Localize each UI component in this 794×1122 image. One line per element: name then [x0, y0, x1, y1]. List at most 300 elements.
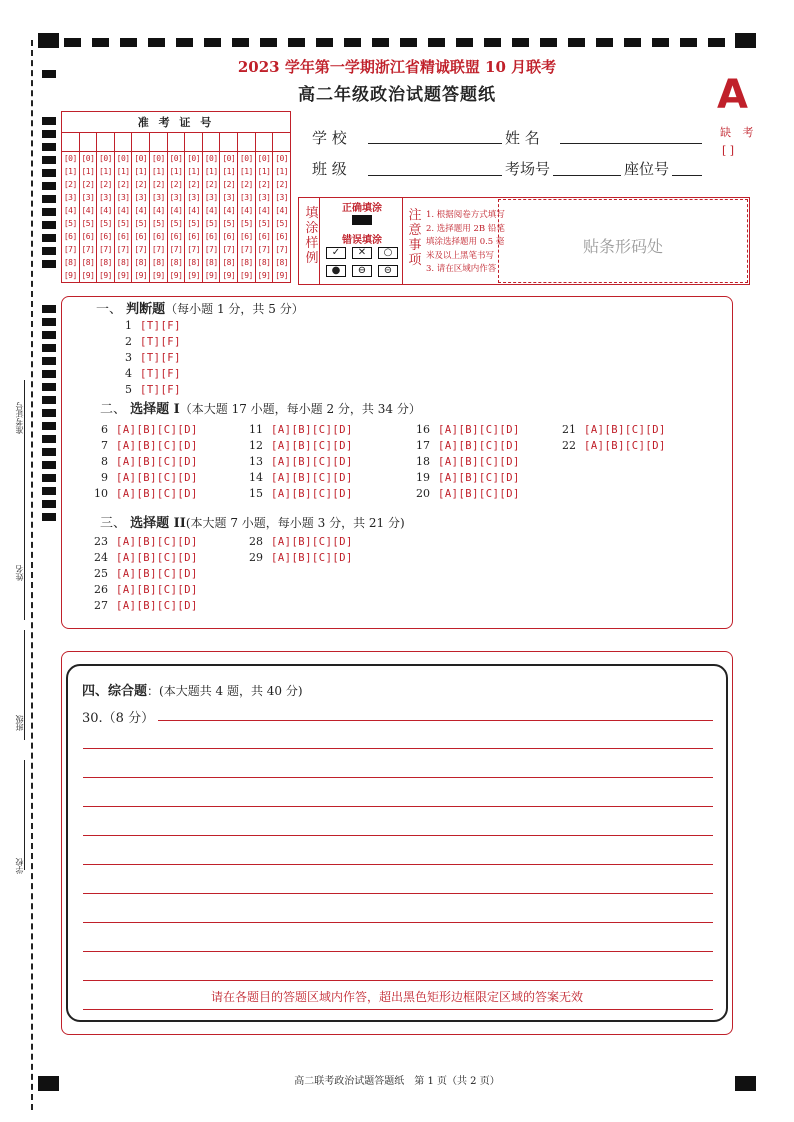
digit-bubble[interactable]: [5] [99, 219, 112, 228]
abcd-bubbles[interactable]: [A][B][C][D] [116, 536, 198, 548]
digit-bubble[interactable]: [2] [239, 180, 253, 189]
digit-bubble[interactable]: [7] [99, 245, 112, 254]
tf-bubbles[interactable]: [T][F] [140, 320, 181, 332]
judge-question-row [104, 350, 181, 366]
digit-bubble[interactable]: [5] [222, 219, 236, 228]
digit-bubble[interactable]: [9] [81, 271, 95, 280]
judge-question-list [104, 318, 181, 398]
school-label: 学 校 [312, 129, 347, 147]
digit-bubble[interactable]: [6] [257, 232, 271, 241]
abcd-bubbles[interactable]: [A][B][C][D] [116, 552, 198, 564]
digit-bubble[interactable]: [1] [239, 167, 253, 176]
name-field[interactable] [560, 143, 702, 144]
choice-question-row [86, 470, 198, 486]
digit-bubble[interactable]: [3] [81, 193, 95, 202]
digit-bubble[interactable]: [4] [239, 206, 253, 215]
judge-num: 一、 [96, 302, 123, 317]
side-line-class [24, 760, 25, 870]
judge-question-row [104, 382, 181, 398]
choice2-column [86, 534, 198, 614]
digit-bubble[interactable]: [0] [169, 154, 183, 163]
digit-bubble[interactable]: [1] [134, 167, 148, 176]
question-number: 21 [562, 423, 576, 436]
digit-bubble[interactable]: [8] [239, 258, 253, 267]
choice-question-row [86, 422, 198, 438]
abcd-bubbles[interactable]: [A][B][C][D] [271, 488, 353, 500]
abcd-bubbles[interactable]: [A][B][C][D] [116, 600, 198, 612]
question-number: 26 [94, 583, 108, 596]
question-number: 29 [249, 551, 263, 564]
digit-bubble[interactable]: [1] [151, 167, 165, 176]
barcode-area [498, 199, 748, 283]
room-label: 考场号 [505, 160, 551, 178]
admission-digit-column[interactable] [220, 152, 238, 282]
digit-bubble[interactable]: [1] [257, 167, 271, 176]
digit-bubble[interactable]: [9] [239, 271, 253, 280]
digit-bubble[interactable]: [8] [99, 258, 112, 267]
question-number: 12 [249, 439, 263, 452]
notice-item: 3. 请在区域内作答 [426, 264, 497, 274]
abcd-bubbles[interactable]: [A][B][C][D] [116, 568, 198, 580]
wrong-fill-label: 错误填涂 [342, 235, 382, 246]
digit-bubble[interactable]: [7] [134, 245, 148, 254]
paper-type-badge: A [717, 72, 748, 118]
school-field[interactable] [368, 143, 502, 144]
digit-bubble[interactable]: [3] [116, 193, 130, 202]
choice2-title [100, 512, 405, 531]
digit-bubble[interactable]: [7] [257, 245, 271, 254]
digit-bubble[interactable]: [1] [169, 167, 183, 176]
digit-bubble[interactable]: [0] [275, 154, 289, 163]
digit-bubble[interactable]: [2] [116, 180, 130, 189]
digit-bubble[interactable]: [8] [151, 258, 165, 267]
digit-bubble[interactable]: [0] [239, 154, 253, 163]
class-label: 班 级 [312, 160, 347, 178]
abcd-bubbles[interactable]: [A][B][C][D] [116, 488, 198, 500]
question-number: 23 [94, 535, 108, 548]
answer-line[interactable] [83, 922, 713, 923]
question-number: 22 [562, 439, 576, 452]
choice-question-row [86, 550, 198, 566]
abcd-bubbles[interactable]: [A][B][C][D] [271, 552, 353, 564]
abcd-bubbles[interactable]: [A][B][C][D] [271, 424, 353, 436]
digit-bubble[interactable]: [7] [81, 245, 95, 254]
choice-question-row [554, 422, 666, 438]
room-field[interactable] [553, 175, 621, 176]
choice-question-row [241, 534, 353, 550]
essay-name: 综合题 [108, 684, 148, 699]
digit-bubble[interactable]: [8] [222, 258, 236, 267]
wrong-mark-partial-icon: ⊝ [378, 265, 398, 277]
choice1-column [86, 422, 198, 502]
question-number: 5 [125, 383, 132, 396]
digit-bubble[interactable]: [0] [81, 154, 95, 163]
abcd-bubbles[interactable]: [A][B][C][D] [584, 440, 666, 452]
choice1-title [100, 398, 421, 417]
choice1-column [554, 422, 666, 454]
seat-label: 座位号 [624, 160, 670, 178]
digit-bubble[interactable]: [7] [63, 245, 77, 254]
digit-bubble[interactable]: [7] [151, 245, 165, 254]
choice-question-row [408, 438, 520, 454]
question-number: 3 [125, 351, 132, 364]
answer-line[interactable] [83, 748, 713, 749]
answer-line[interactable] [158, 720, 713, 721]
answer-line[interactable] [83, 864, 713, 865]
digit-bubble[interactable]: [3] [239, 193, 253, 202]
digit-bubble[interactable]: [4] [63, 206, 77, 215]
top-timing-marks [64, 38, 753, 47]
digit-bubble[interactable]: [5] [134, 219, 148, 228]
admission-number-grid [61, 111, 291, 283]
digit-bubble[interactable]: [8] [187, 258, 201, 267]
choice1-name: 选择题 I [130, 402, 180, 417]
digit-bubble[interactable]: [2] [63, 180, 77, 189]
admission-digit-column[interactable] [256, 152, 274, 282]
question-number: 19 [416, 471, 430, 484]
digit-bubble[interactable]: [0] [134, 154, 148, 163]
digit-bubble[interactable]: [6] [134, 232, 148, 241]
digit-bubble[interactable]: [9] [99, 271, 112, 280]
digit-bubble[interactable]: [9] [134, 271, 148, 280]
essay-answer-box[interactable] [66, 664, 728, 1022]
digit-bubble[interactable]: [9] [275, 271, 289, 280]
choice-question-row [86, 598, 198, 614]
admission-digit-column[interactable] [115, 152, 133, 282]
digit-bubble[interactable]: [8] [81, 258, 95, 267]
digit-bubble[interactable]: [8] [257, 258, 271, 267]
admission-digit-column[interactable] [238, 152, 256, 282]
abcd-bubbles[interactable]: [A][B][C][D] [271, 472, 353, 484]
digit-bubble[interactable]: [5] [63, 219, 77, 228]
judge-question-row [104, 366, 181, 382]
choice2-num: 三、 [100, 516, 127, 531]
admission-digit-column[interactable] [97, 152, 115, 282]
digit-bubble[interactable]: [9] [222, 271, 236, 280]
digit-bubble[interactable]: [0] [222, 154, 236, 163]
abcd-bubbles[interactable]: [A][B][C][D] [438, 440, 520, 452]
answer-line[interactable] [83, 777, 713, 778]
correct-fill-mark [352, 215, 372, 225]
question-number: 13 [249, 455, 263, 468]
question-number: 27 [94, 599, 108, 612]
admission-digit-column[interactable] [150, 152, 168, 282]
digit-bubble[interactable]: [6] [81, 232, 95, 241]
digit-bubble[interactable]: [2] [81, 180, 95, 189]
choice-question-row [408, 470, 520, 486]
digit-bubble[interactable]: [1] [222, 167, 236, 176]
choice-question-row [408, 422, 520, 438]
digit-bubble[interactable]: [3] [63, 193, 77, 202]
notice-list [426, 209, 505, 277]
digit-bubble[interactable]: [1] [275, 167, 289, 176]
fill-sample-panel [319, 198, 403, 284]
digit-bubble[interactable]: [0] [257, 154, 271, 163]
abcd-bubbles[interactable]: [A][B][C][D] [116, 584, 198, 596]
abcd-bubbles[interactable]: [A][B][C][D] [438, 488, 520, 500]
admission-digit-column[interactable] [168, 152, 186, 282]
barcode-label: 贴条形码处 [582, 237, 663, 256]
question-number: 2 [125, 335, 132, 348]
digit-bubble[interactable]: [1] [187, 167, 201, 176]
wrong-mark-dot-icon: ● [326, 265, 346, 277]
digit-bubble[interactable]: [5] [275, 219, 289, 228]
digit-bubble[interactable]: [2] [257, 180, 271, 189]
admission-write-boxes[interactable] [62, 133, 290, 152]
absent-label: 缺 考 [720, 126, 758, 139]
class-field[interactable] [368, 175, 502, 176]
digit-bubble[interactable]: [9] [169, 271, 183, 280]
digit-bubble[interactable]: [6] [239, 232, 253, 241]
digit-bubble[interactable]: [4] [204, 206, 218, 215]
digit-bubble[interactable]: [2] [134, 180, 148, 189]
notice-item: 米及以上黑笔书写 [426, 250, 495, 261]
question-number: 15 [249, 487, 263, 500]
digit-bubble[interactable]: [5] [116, 219, 130, 228]
digit-bubble[interactable]: [8] [63, 258, 77, 267]
digit-bubble[interactable]: [4] [222, 206, 236, 215]
digit-bubble[interactable]: [2] [169, 180, 183, 189]
question-number: 1 [125, 319, 132, 332]
digit-bubble[interactable]: [7] [239, 245, 253, 254]
digit-bubble[interactable]: [0] [63, 154, 77, 163]
choice-question-row [86, 438, 198, 454]
digit-bubble[interactable]: [0] [204, 154, 218, 163]
choice-question-row [86, 582, 198, 598]
admission-digit-column[interactable] [62, 152, 80, 282]
abcd-bubbles[interactable]: [A][B][C][D] [438, 424, 520, 436]
question-number: 14 [249, 471, 263, 484]
wrong-mark-cross-icon: ✕ [352, 247, 372, 259]
digit-bubble[interactable]: [9] [151, 271, 165, 280]
admission-label: 准 考 证 号 [62, 112, 290, 133]
digit-bubble[interactable]: [4] [275, 206, 289, 215]
choice2-column [241, 534, 353, 566]
abcd-bubbles[interactable]: [A][B][C][D] [584, 424, 666, 436]
choice-question-row [86, 454, 198, 470]
answer-line[interactable] [83, 835, 713, 836]
digit-bubble[interactable]: [0] [116, 154, 130, 163]
admission-digit-column[interactable] [203, 152, 221, 282]
digit-bubble[interactable]: [1] [204, 167, 218, 176]
wrong-mark-check-icon: ✓ [326, 247, 346, 259]
digit-bubble[interactable]: [0] [151, 154, 165, 163]
abcd-bubbles[interactable]: [A][B][C][D] [271, 536, 353, 548]
digit-bubble[interactable]: [5] [239, 219, 253, 228]
abcd-bubbles[interactable]: [A][B][C][D] [116, 456, 198, 468]
digit-bubble[interactable]: [8] [169, 258, 183, 267]
wrong-fill-marks [326, 247, 402, 277]
digit-bubble[interactable]: [3] [204, 193, 218, 202]
digit-bubble[interactable]: [5] [151, 219, 165, 228]
digit-bubble[interactable]: [1] [116, 167, 130, 176]
choice-question-row [554, 438, 666, 454]
digit-bubble[interactable]: [6] [99, 232, 112, 241]
essay-title [82, 680, 303, 699]
digit-bubble[interactable]: [9] [204, 271, 218, 280]
choice1-note: （本大题 17 小题，每小题 2 分，共 34 分） [179, 402, 421, 416]
admission-digit-column[interactable] [185, 152, 203, 282]
digit-bubble[interactable]: [6] [63, 232, 77, 241]
wrong-mark-circle-icon: ○ [378, 247, 398, 259]
digit-bubble[interactable]: [3] [275, 193, 289, 202]
digit-bubble[interactable]: [9] [257, 271, 271, 280]
digit-bubble[interactable]: [4] [257, 206, 271, 215]
absent-checkbox[interactable]: [ ] [722, 144, 735, 157]
digit-bubble[interactable]: [2] [275, 180, 289, 189]
digit-bubble[interactable]: [0] [99, 154, 112, 163]
abcd-bubbles[interactable]: [A][B][C][D] [116, 472, 198, 484]
choice-question-row [408, 486, 520, 502]
answer-line[interactable] [83, 1009, 713, 1010]
boundary-warning: 请在各题目的答题区域内作答，超出黑色矩形边框限定区域的答案无效 [210, 990, 583, 1004]
abcd-bubbles[interactable]: [A][B][C][D] [271, 456, 353, 468]
choice-question-row [241, 470, 353, 486]
digit-bubble[interactable]: [4] [116, 206, 130, 215]
digit-bubble[interactable]: [5] [169, 219, 183, 228]
correct-fill-label: 正确填涂 [342, 203, 382, 214]
name-label: 姓 名 [505, 129, 540, 147]
question-number: 8 [101, 455, 108, 468]
digit-bubble[interactable]: [4] [99, 206, 112, 215]
question-number: 20 [416, 487, 430, 500]
digit-bubble[interactable]: [7] [275, 245, 289, 254]
choice-question-row [241, 454, 353, 470]
answer-line[interactable] [83, 806, 713, 807]
choice2-name: 选择题 II [130, 516, 186, 531]
wrong-mark-oval-icon: ⊖ [352, 265, 372, 277]
question-number: 7 [101, 439, 108, 452]
essay-note: ：(本大题共 4 题，共 40 分) [147, 684, 303, 698]
digit-bubble[interactable]: [1] [81, 167, 95, 176]
judge-title [96, 298, 304, 317]
digit-bubble[interactable]: [7] [169, 245, 183, 254]
digit-bubble[interactable]: [7] [187, 245, 201, 254]
choice-question-row [86, 534, 198, 550]
digit-bubble[interactable]: [7] [204, 245, 218, 254]
answer-line[interactable] [83, 980, 713, 981]
judge-question-row [104, 318, 181, 334]
digit-bubble[interactable]: [1] [99, 167, 112, 176]
abcd-bubbles[interactable]: [A][B][C][D] [271, 440, 353, 452]
digit-bubble[interactable]: [4] [187, 206, 201, 215]
exam-title: 2023 学年第一学期浙江省精诚联盟 10 月联考 [237, 58, 557, 76]
choice1-num: 二、 [100, 402, 127, 417]
digit-bubble[interactable]: [3] [187, 193, 201, 202]
admission-digit-column[interactable] [132, 152, 150, 282]
question-number: 4 [125, 367, 132, 380]
digit-bubble[interactable]: [5] [257, 219, 271, 228]
abcd-bubbles[interactable]: [A][B][C][D] [116, 440, 198, 452]
left-timing-marks-bottom [42, 305, 56, 526]
digit-bubble[interactable]: [1] [63, 167, 77, 176]
digit-bubble[interactable]: [6] [222, 232, 236, 241]
digit-bubble[interactable]: [6] [169, 232, 183, 241]
admission-digit-column[interactable] [80, 152, 98, 282]
digit-bubble[interactable]: [9] [63, 271, 77, 280]
abcd-bubbles[interactable]: [A][B][C][D] [438, 472, 520, 484]
digit-bubble[interactable]: [5] [204, 219, 218, 228]
digit-bubble[interactable]: [8] [275, 258, 289, 267]
judge-note: （每小题 1 分，共 5 分） [165, 302, 304, 316]
choice-question-row [241, 550, 353, 566]
side-label-school: 学校 [15, 858, 24, 874]
digit-bubble[interactable]: [6] [275, 232, 289, 241]
tf-bubbles[interactable]: [T][F] [140, 384, 181, 396]
side-label-admission: 准考证号 [15, 402, 24, 434]
choice-question-row [86, 566, 198, 582]
judge-question-row [104, 334, 181, 350]
digit-bubble[interactable]: [2] [187, 180, 201, 189]
side-label-class: 班级 [15, 715, 24, 731]
question-number: 25 [94, 567, 108, 580]
choice-question-row [408, 454, 520, 470]
digit-bubble[interactable]: [9] [187, 271, 201, 280]
digit-bubble[interactable]: [4] [169, 206, 183, 215]
digit-bubble[interactable]: [2] [222, 180, 236, 189]
digit-bubble[interactable]: [4] [134, 206, 148, 215]
abcd-bubbles[interactable]: [A][B][C][D] [116, 424, 198, 436]
question-number: 16 [416, 423, 430, 436]
digit-bubble[interactable]: [2] [151, 180, 165, 189]
digit-bubble[interactable]: [4] [81, 206, 95, 215]
question-number: 17 [416, 439, 430, 452]
digit-bubble[interactable]: [2] [99, 180, 112, 189]
notice-item: 2. 选择题用 2B 铅笔 [426, 223, 505, 234]
digit-bubble[interactable]: [6] [187, 232, 201, 241]
digit-bubble[interactable]: [3] [257, 193, 271, 202]
digit-bubble[interactable]: [5] [81, 219, 95, 228]
admission-digit-column[interactable] [273, 152, 290, 282]
answer-line[interactable] [83, 893, 713, 894]
digit-bubble[interactable]: [6] [116, 232, 130, 241]
tf-bubbles[interactable]: [T][F] [140, 352, 181, 364]
digit-bubble[interactable]: [5] [187, 219, 201, 228]
digit-bubble[interactable]: [6] [151, 232, 165, 241]
digit-bubble[interactable]: [3] [99, 193, 112, 202]
digit-bubble[interactable]: [8] [204, 258, 218, 267]
question-number: 9 [101, 471, 108, 484]
digit-bubble[interactable]: [3] [134, 193, 148, 202]
digit-bubble[interactable]: [7] [222, 245, 236, 254]
digit-bubble[interactable]: [8] [116, 258, 130, 267]
sheet-subtitle: 高二年级政治试题答题纸 [298, 85, 496, 105]
digit-bubble[interactable]: [2] [204, 180, 218, 189]
tf-bubbles[interactable]: [T][F] [140, 368, 181, 380]
question-number: 10 [94, 487, 108, 500]
digit-bubble[interactable]: [4] [151, 206, 165, 215]
tf-bubbles[interactable]: [T][F] [140, 336, 181, 348]
digit-bubble[interactable]: [7] [116, 245, 130, 254]
digit-bubble[interactable]: [0] [187, 154, 201, 163]
digit-bubble[interactable]: [3] [222, 193, 236, 202]
choice-question-row [241, 438, 353, 454]
answer-line[interactable] [83, 951, 713, 952]
abcd-bubbles[interactable]: [A][B][C][D] [438, 456, 520, 468]
choice1-column [408, 422, 520, 502]
digit-bubble[interactable]: [6] [204, 232, 218, 241]
question-number: 24 [94, 551, 108, 564]
digit-bubble[interactable]: [9] [116, 271, 130, 280]
admission-bubble-columns[interactable] [62, 152, 290, 282]
seat-field[interactable] [672, 175, 702, 176]
digit-bubble[interactable]: [3] [151, 193, 165, 202]
side-label-name: 姓名 [15, 565, 24, 581]
digit-bubble[interactable]: [8] [134, 258, 148, 267]
choice1-column [241, 422, 353, 502]
digit-bubble[interactable]: [3] [169, 193, 183, 202]
q30-label: 30.（8 分） [82, 711, 155, 726]
